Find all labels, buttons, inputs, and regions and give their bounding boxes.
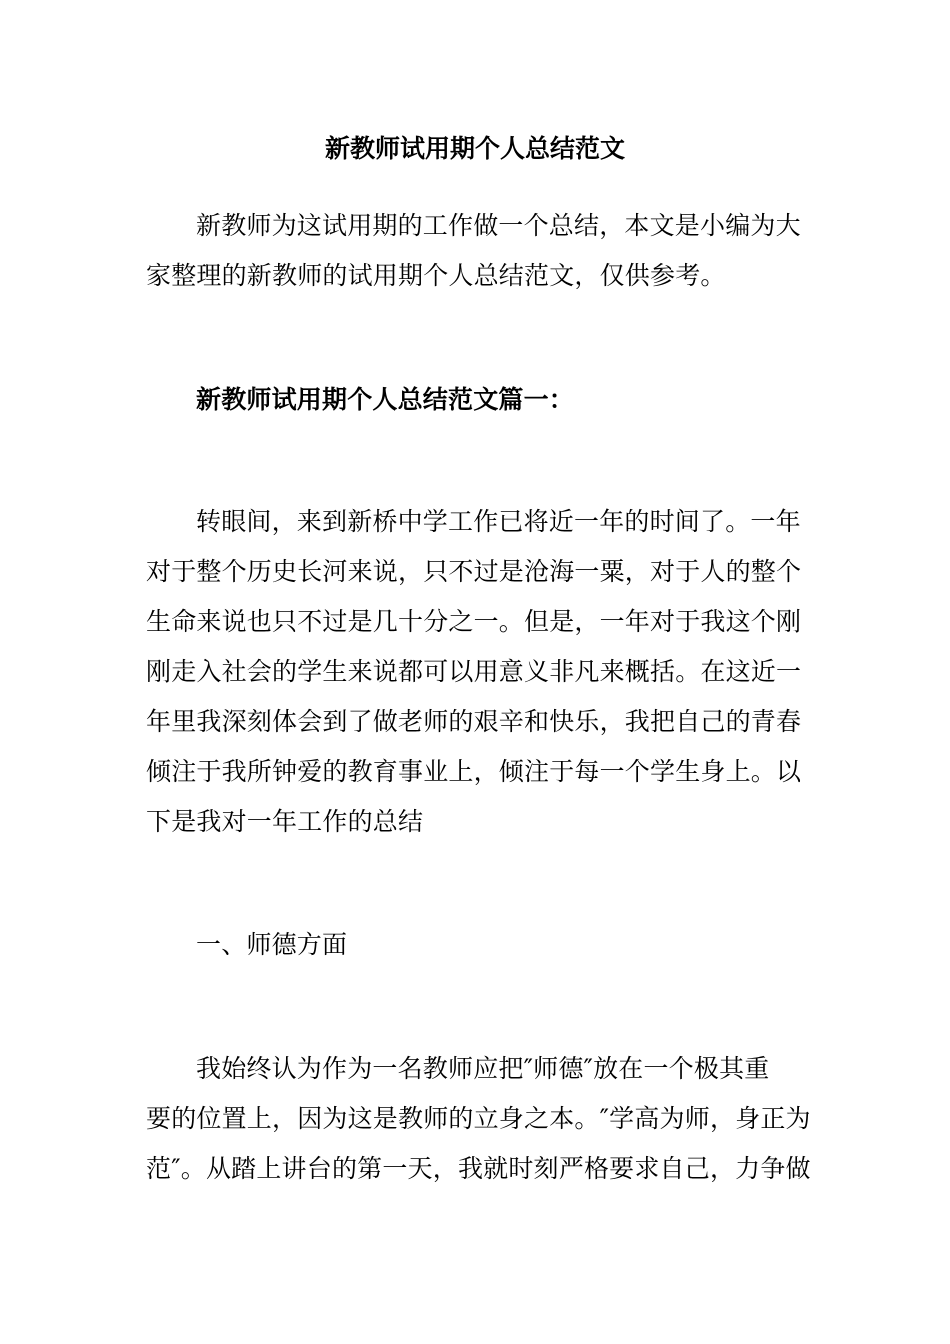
paragraph1-line-3: 生命来说也只不过是几十分之一。但是，一年对于我这个刚 [146,607,802,636]
intro-line-2: 家整理的新教师的试用期个人总结范文，仅供参考。 [146,261,726,290]
paragraph2-line-3: 范″。从踏上讲台的第一天，我就时刻严格要求自己，力争做 [146,1154,811,1183]
paragraph1-line-6: 倾注于我所钟爱的教育事业上，倾注于每一个学生身上。以 [146,757,802,786]
paragraph1-line-2: 对于整个历史长河来说，只不过是沧海一粟，对于人的整个 [146,557,802,586]
paragraph1-line-5: 年里我深刻体会到了做老师的艰辛和快乐，我把自己的青春 [146,707,802,736]
paragraph1-line-1: 转眼间，来到新桥中学工作已将近一年的时间了。一年 [196,507,801,536]
subheading: 一、师德方面 [196,930,348,959]
paragraph2-line-2: 要的位置上，因为这是教师的立身之本。″学高为师，身正为 [146,1104,811,1133]
paragraph1-line-7: 下是我对一年工作的总结 [146,807,424,836]
document-title: 新教师试用期个人总结范文 [324,134,625,163]
intro-line-1: 新教师为这试用期的工作做一个总结，本文是小编为大 [196,211,801,240]
paragraph2-line-1: 我始终认为作为一名教师应把″师德″放在一个极其重 [196,1054,770,1083]
paragraph1-line-4: 刚走入社会的学生来说都可以用意义非凡来概括。在这近一 [146,657,802,686]
section-heading: 新教师试用期个人总结范文篇一： [196,385,575,414]
